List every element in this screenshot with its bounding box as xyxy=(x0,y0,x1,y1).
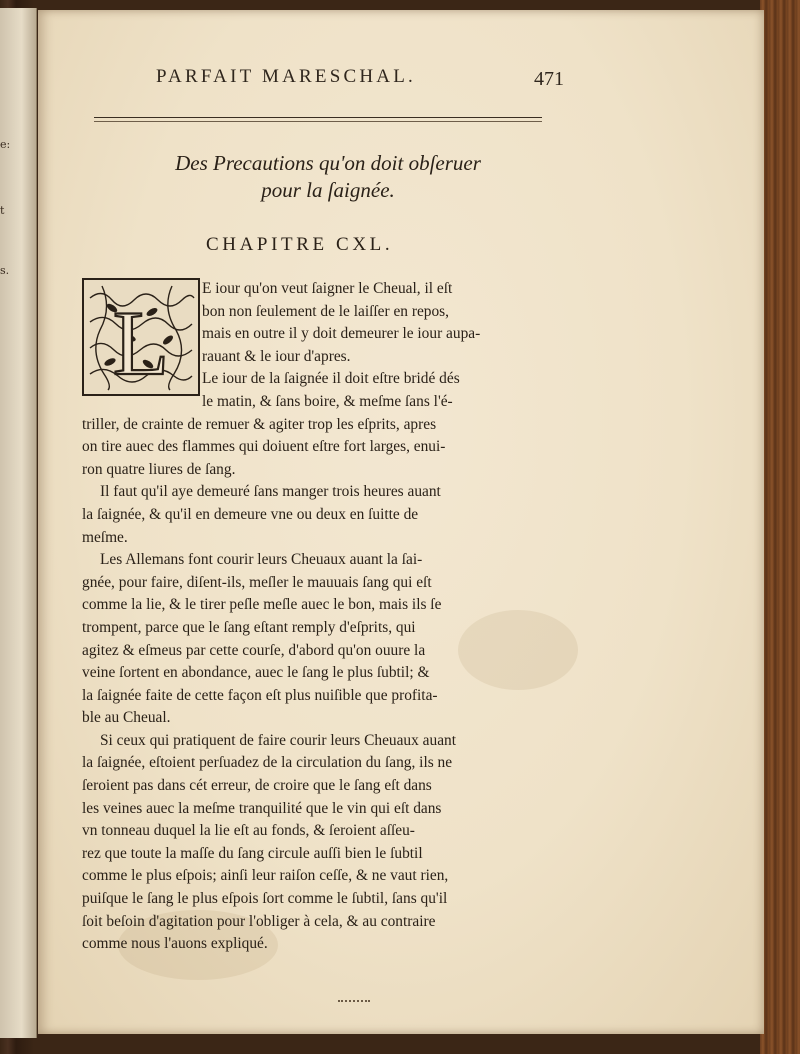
body-line: la ſaignée, eſtoient perſuadez de la circulation du ſang, ils ne xyxy=(82,754,453,772)
body-line: bon non ſeulement de le laiſſer en repos, xyxy=(202,302,450,320)
book-page xyxy=(38,10,764,1034)
book-fore-edge xyxy=(760,0,800,1054)
body-line: ron quatre liures de ſang. xyxy=(82,460,236,478)
body-line: la ſaignée faite de cette façon eſt plus nuiſible que profita- xyxy=(82,686,438,704)
margin-fragment: s. xyxy=(0,264,10,277)
body-line: veine ſortent en abondance, auec le ſang le plus ſubtil; & xyxy=(82,664,430,682)
facing-page-edge xyxy=(0,8,37,1038)
body-line: la ſaignée, & qu'il en demeure vne ou deux en ſuitte de xyxy=(82,505,419,523)
page-mark xyxy=(338,1000,370,1008)
body-line: gnée, pour faire, diſent-ils, meſler le mauuais ſang qui eſt xyxy=(82,573,432,591)
body-line: E iour qu'on veut ſaigner le Cheual, il eſt xyxy=(202,280,453,297)
margin-fragment: t xyxy=(0,204,5,217)
body-line: rez que toute la maſſe du ſang circule auſſi bien le ſubtil xyxy=(82,844,423,862)
body-line: trompent, parce que le ſang eſtant remply d'eſprits, qui xyxy=(82,618,416,636)
foliage-initial-icon xyxy=(82,278,200,396)
body-line: Le iour de la ſaignée il doit eſtre bridé dés xyxy=(202,370,460,388)
title-line-1: Des Precautions qu'on doit obſeruer xyxy=(175,151,481,175)
body-line: puiſque le ſang le plus eſpois ſort comme le ſubtil, ſans qu'il xyxy=(82,890,448,908)
title-line-2: pour la ſaignée. xyxy=(261,178,395,202)
body-line: les veines auec la meſme tranquilité que le vin qui eſt dans xyxy=(82,799,442,817)
body-line: ble au Cheual. xyxy=(82,709,171,727)
body-line: meſme. xyxy=(82,528,128,546)
body-line: comme le plus eſpois; ainſi leur raiſon ceſſe, & ne vaut rien, xyxy=(82,867,449,885)
body-line: Il faut qu'il aye demeuré ſans manger trois heures auant xyxy=(100,483,441,501)
initial-letter: L xyxy=(112,292,170,394)
header-rule-thin xyxy=(94,121,542,122)
decorated-initial xyxy=(82,278,200,396)
chapter-number: CHAPITRE CXL. xyxy=(206,234,394,255)
header-rule xyxy=(94,117,542,118)
running-head: PARFAIT MARESCHAL. xyxy=(156,66,416,87)
chapter-title xyxy=(108,150,548,204)
body-line: le matin, & ſans boire, & meſme ſans l'é- xyxy=(202,392,453,410)
body-line: mais en outre il y doit demeurer le iour aupa- xyxy=(202,325,481,343)
body-line: vn tonneau duquel la lie eſt au fonds, & ſeroient aſſeu- xyxy=(82,822,415,840)
body-line: comme la lie, & le tirer peſle meſle auec le bon, mais ils ſe xyxy=(82,596,442,614)
body-line: on tire auec des flammes qui doiuent eſtre fort larges, enui- xyxy=(82,438,446,456)
body-line: Les Allemans font courir leurs Cheuaux auant la ſai- xyxy=(100,551,423,569)
body-line: triller, de crainte de remuer & agiter trop les eſprits, apres xyxy=(82,415,437,433)
body-line: agitez & eſmeus par cette courſe, d'abord qu'on ouure la xyxy=(82,641,426,659)
body-line: ſeroient pas dans cét erreur, de croire que le ſang eſt dans xyxy=(82,777,432,795)
body-line: Si ceux qui pratiquent de faire courir leurs Cheuaux auant xyxy=(100,731,456,749)
body-line: rauant & le iour d'apres. xyxy=(202,347,351,365)
margin-fragment: e: xyxy=(0,138,11,151)
body-line: comme nous l'auons expliqué. xyxy=(82,935,268,953)
page-number: 471 xyxy=(534,68,564,90)
body-line: ſoit beſoin d'agitation pour l'obliger à cela, & au contraire xyxy=(82,912,436,930)
